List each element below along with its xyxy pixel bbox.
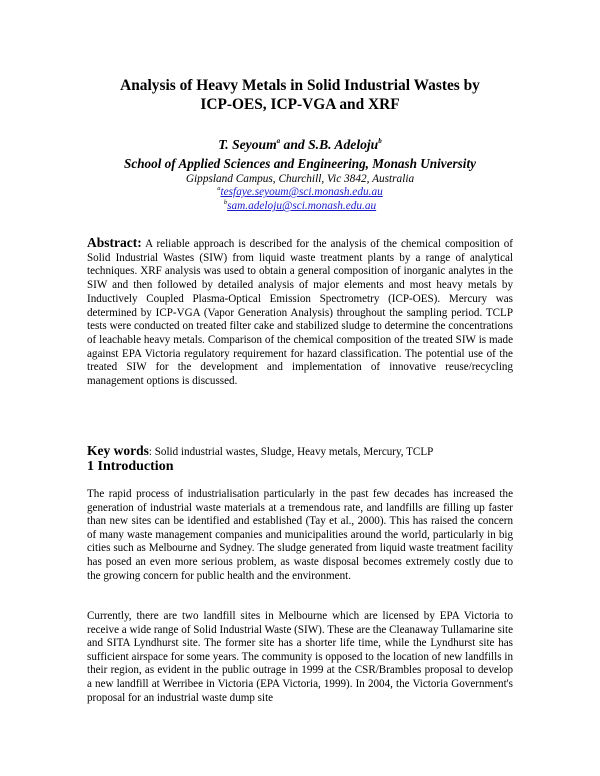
email-2-mark: b bbox=[223, 199, 228, 206]
email-1-link[interactable]: tesfaye.seyoum@sci.monash.edu.au bbox=[220, 186, 383, 198]
intro-paragraph-2: Currently, there are two landfill sites in Melbourne which are licensed by EPA Victoria to receive a wide range of Solid Industrial Waste (SIW). These are the Cleanaway Tullamarine site and SITA Lyndhurst site. The former site has a shorter life time, while the Lyndhurst site has sufficient airspace for some years. The community is opposed to the location of new landfills in their region, as evident in the public outrage in 1999 at the CSR/Brambles proposal to develop a new landfill at Werribee in Victoria (EPA Victoria, 1999). In 2004, the Victoria Government's proposal for an industrial waste dump site bbox=[87, 610, 513, 704]
author-1: T. Seyoum bbox=[218, 137, 277, 152]
abstract-label: Abstract: bbox=[87, 235, 142, 250]
author-list bbox=[60, 136, 540, 154]
author-2-mark: b bbox=[378, 137, 382, 145]
author-2: S.B. Adeloju bbox=[308, 137, 379, 152]
campus-address: Gippsland Campus, Churchill, Vic 3842, Australia bbox=[185, 173, 415, 185]
keywords-text: Solid industrial wastes, Sludge, Heavy metals, Mercury, TCLP bbox=[154, 446, 434, 458]
paper-title bbox=[60, 76, 540, 114]
affiliation: School of Applied Sciences and Engineering, Monash University bbox=[124, 156, 476, 171]
abstract bbox=[87, 236, 513, 389]
intro-paragraph-1: The rapid process of industrialisation particularly in the past few decades has increased the generation of industrial waste materials at a tremendous rate, and landfills are filling up faster than new sites can be identified and established (Tay et al., 2000). This has raised the concern of many waste management companies and municipalities around the world, particularly in big cities such as Melbourne and Sydney. The sludge generated from liquid waste treatment facility has posed an even more serious problem, as waste disposal becomes extremely costly due to the growing concern for public health and the environment. bbox=[87, 488, 513, 582]
section-heading-introduction: 1 Introduction bbox=[87, 459, 174, 474]
abstract-text: A reliable approach is described for the analysis of the chemical composition of Solid Industrial Wastes (SIW) from liquid waste treatment plants by a range of analytical techniques. XRF analysis was used to obtain a general composition of inorganic analytes in the SIW and then followed by detailed analysis of major elements and most heavy metals by Inductively Coupled Plasma-Optical Emission Spectrometry (ICP-OES). Mercury was determined by ICP-VGA (Vapor Generation Analysis) throughout the sampling period. TCLP tests were conducted on treated filter cake and stabilized sludge to determine the concentrations of leachable heavy metals. Comparison of the chemical composition of the treated SIW is made against EPA Victoria regulatory requirement for hazard classification. The potential use of the treated SIW for the development and implementation of innovative reuse/recycling management options is discussed. bbox=[87, 238, 513, 388]
email-line-2 bbox=[60, 199, 540, 213]
title-line-2: ICP-OES, ICP-VGA and XRF bbox=[200, 96, 400, 113]
email-1-mark: a bbox=[217, 185, 221, 192]
email-2-link[interactable]: sam.adeloju@sci.monash.edu.au bbox=[227, 200, 377, 212]
title-line-1: Analysis of Heavy Metals in Solid Industrial Wastes by bbox=[120, 77, 480, 94]
email-line-1 bbox=[60, 185, 540, 199]
author-1-mark: a bbox=[276, 137, 281, 145]
keywords-separator: : bbox=[148, 446, 155, 458]
keywords-label: Key words bbox=[87, 443, 149, 458]
author-joiner: and bbox=[280, 137, 309, 152]
